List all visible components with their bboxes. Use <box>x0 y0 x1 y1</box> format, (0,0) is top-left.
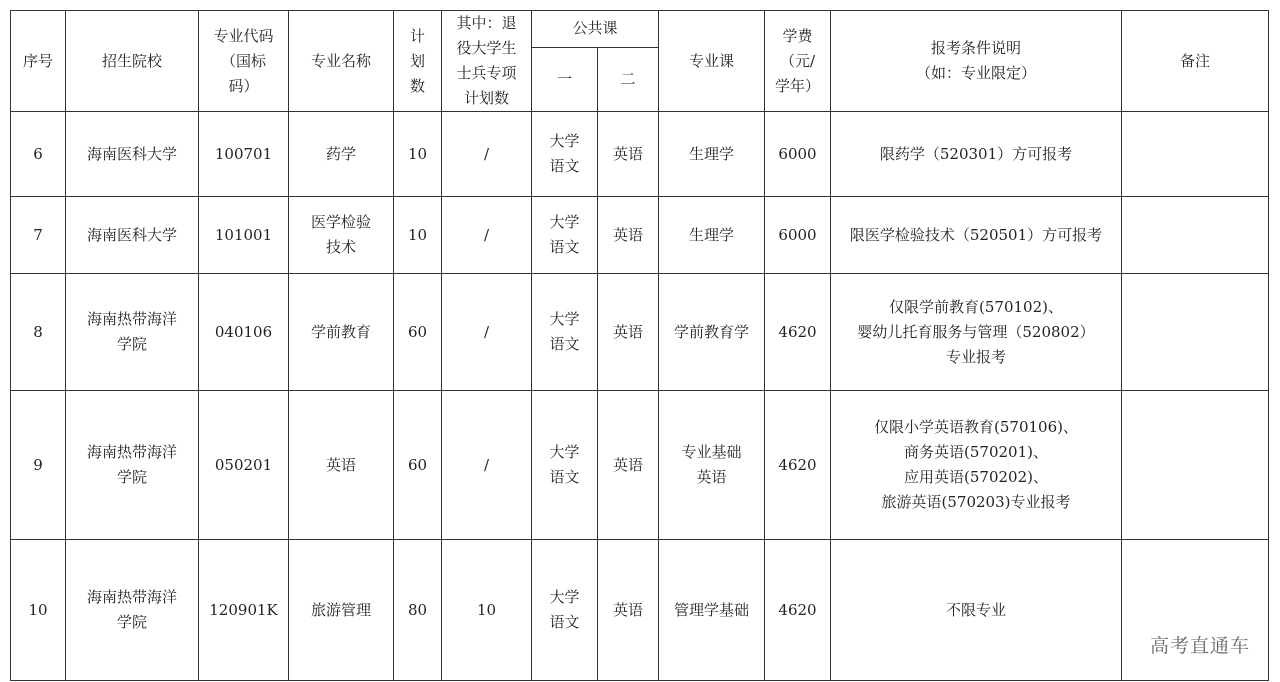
cell-public-two: 英语 <box>598 197 659 274</box>
cell-remarks <box>1122 112 1269 197</box>
cell-veteran: / <box>442 274 532 391</box>
cell-public-two: 英语 <box>598 540 659 681</box>
cell-veteran: / <box>442 391 532 540</box>
cell-major-course: 专业基础 英语 <box>659 391 765 540</box>
header-remarks: 备注 <box>1122 11 1269 112</box>
header-public-course: 公共课 <box>532 11 659 48</box>
cell-code: 120901K <box>199 540 289 681</box>
cell-plan: 60 <box>394 391 442 540</box>
cell-veteran: 10 <box>442 540 532 681</box>
cell-remarks <box>1122 391 1269 540</box>
table-row <box>11 540 1269 681</box>
cell-school: 海南医科大学 <box>66 112 199 197</box>
cell-public-two: 英语 <box>598 391 659 540</box>
cell-public-two: 英语 <box>598 112 659 197</box>
admission-table <box>10 10 1269 681</box>
header-school: 招生院校 <box>66 11 199 112</box>
table-row <box>11 197 1269 274</box>
cell-conditions: 限医学检验技术（520501）方可报考 <box>831 197 1122 274</box>
table-row <box>11 274 1269 391</box>
header-code: 专业代码 （国标 码） <box>199 11 289 112</box>
cell-major: 药学 <box>289 112 394 197</box>
cell-seq: 8 <box>11 274 66 391</box>
cell-seq: 10 <box>11 540 66 681</box>
cell-seq: 6 <box>11 112 66 197</box>
cell-public-one: 大学 语文 <box>532 540 598 681</box>
cell-plan: 10 <box>394 112 442 197</box>
header-major: 专业名称 <box>289 11 394 112</box>
cell-code: 040106 <box>199 274 289 391</box>
cell-public-one: 大学 语文 <box>532 274 598 391</box>
header-major-course: 专业课 <box>659 11 765 112</box>
cell-code: 100701 <box>199 112 289 197</box>
header-veteran: 其中：退 役大学生 士兵专项 计划数 <box>442 11 532 112</box>
cell-public-two: 英语 <box>598 274 659 391</box>
cell-veteran: / <box>442 112 532 197</box>
cell-plan: 60 <box>394 274 442 391</box>
cell-code: 101001 <box>199 197 289 274</box>
header-public-two: 二 <box>598 47 659 111</box>
cell-conditions: 仅限小学英语教育(570106)、 商务英语(570201)、 应用英语(570202)、 旅游英语(570203)专业报考 <box>831 391 1122 540</box>
header-public-one: 一 <box>532 47 598 111</box>
cell-tuition: 6000 <box>765 197 831 274</box>
cell-conditions: 不限专业 <box>831 540 1122 681</box>
cell-conditions: 限药学（520301）方可报考 <box>831 112 1122 197</box>
cell-school: 海南热带海洋 学院 <box>66 391 199 540</box>
table-row <box>11 391 1269 540</box>
cell-major: 学前教育 <box>289 274 394 391</box>
cell-remarks <box>1122 540 1269 681</box>
cell-plan: 10 <box>394 197 442 274</box>
cell-seq: 9 <box>11 391 66 540</box>
cell-school: 海南医科大学 <box>66 197 199 274</box>
cell-remarks <box>1122 197 1269 274</box>
cell-major-course: 管理学基础 <box>659 540 765 681</box>
cell-tuition: 6000 <box>765 112 831 197</box>
cell-tuition: 4620 <box>765 274 831 391</box>
header-tuition: 学费 （元/ 学年） <box>765 11 831 112</box>
cell-tuition: 4620 <box>765 391 831 540</box>
cell-conditions: 仅限学前教育(570102)、 婴幼儿托育服务与管理（520802） 专业报考 <box>831 274 1122 391</box>
cell-major-course: 生理学 <box>659 112 765 197</box>
cell-veteran: / <box>442 197 532 274</box>
cell-major-course: 生理学 <box>659 197 765 274</box>
cell-major: 旅游管理 <box>289 540 394 681</box>
cell-major: 医学检验 技术 <box>289 197 394 274</box>
cell-public-one: 大学 语文 <box>532 112 598 197</box>
cell-plan: 80 <box>394 540 442 681</box>
cell-public-one: 大学 语文 <box>532 391 598 540</box>
header-conditions: 报考条件说明 （如：专业限定） <box>831 11 1122 112</box>
cell-major: 英语 <box>289 391 394 540</box>
cell-school: 海南热带海洋 学院 <box>66 274 199 391</box>
cell-seq: 7 <box>11 197 66 274</box>
cell-remarks <box>1122 274 1269 391</box>
cell-tuition: 4620 <box>765 540 831 681</box>
cell-major-course: 学前教育学 <box>659 274 765 391</box>
cell-school: 海南热带海洋 学院 <box>66 540 199 681</box>
header-row-top <box>11 11 1269 48</box>
watermark: 高考直通车 <box>1149 635 1250 657</box>
cell-code: 050201 <box>199 391 289 540</box>
header-seq: 序号 <box>11 11 66 112</box>
header-plan: 计 划 数 <box>394 11 442 112</box>
cell-public-one: 大学 语文 <box>532 197 598 274</box>
table-row <box>11 112 1269 197</box>
